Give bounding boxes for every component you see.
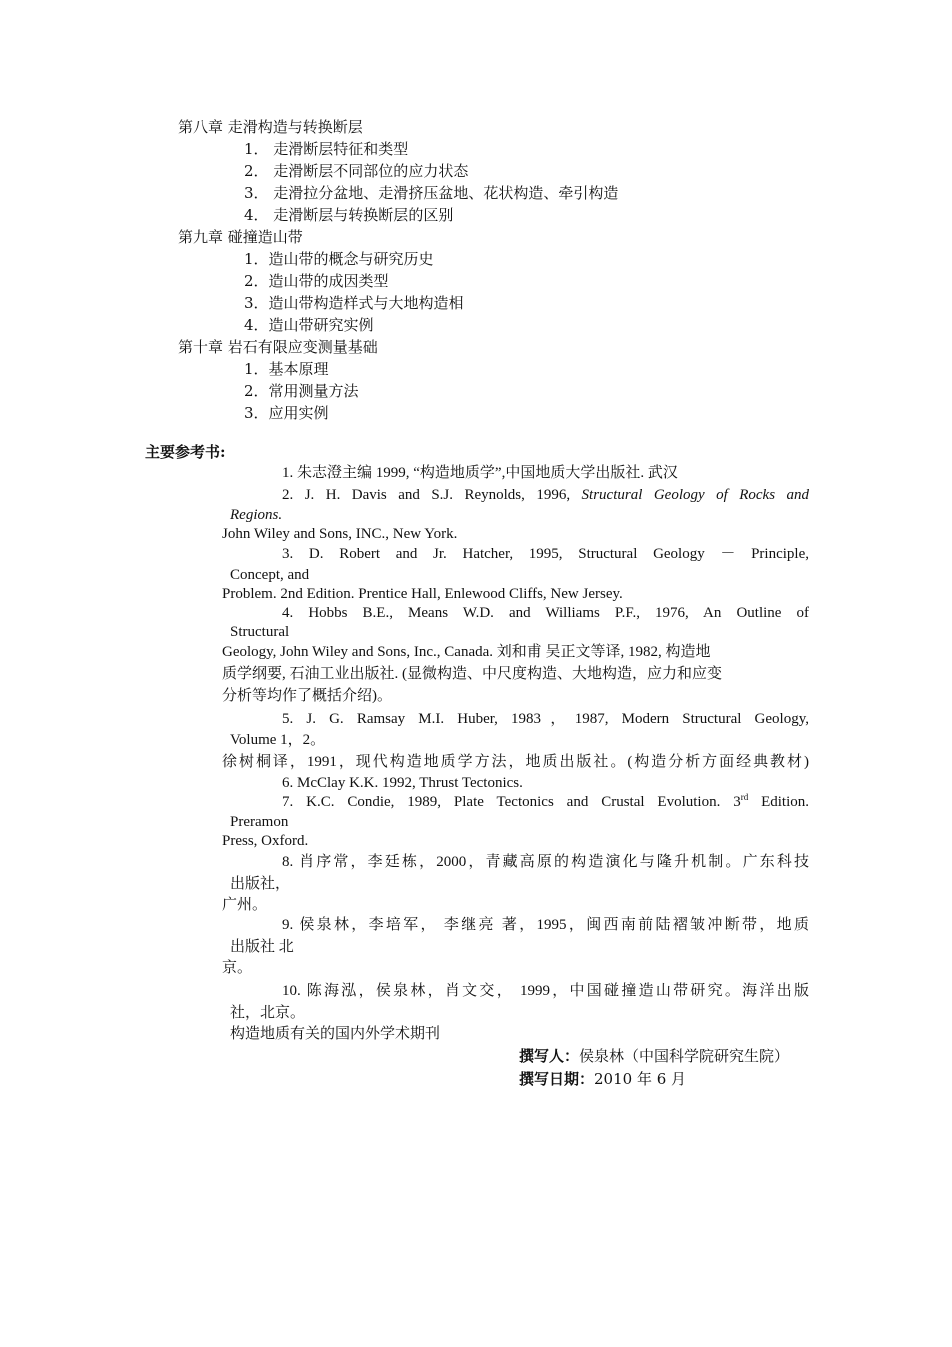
reference-line: 社，北京。: [230, 1005, 306, 1021]
reference-line: 出版社 北: [230, 939, 294, 955]
outline-item: 1．造山带的概念与研究历史: [244, 250, 434, 268]
date-line: 撰写日期：2010 年 6 月: [519, 1070, 687, 1088]
chapter-heading: 第十章 岩石有限应变测量基础: [178, 338, 378, 356]
chapter-heading: 第八章 走滑构造与转换断层: [178, 118, 363, 136]
reference-line: 出版社，: [230, 876, 291, 892]
outline-item: 2．造山带的成因类型: [244, 272, 389, 290]
reference-line: 京。: [222, 960, 253, 976]
outline-item: 3．应用实例: [244, 404, 329, 422]
reference-line: 2. J. H. Davis and S.J. Reynolds, 1996, Structural Geology of Rocks and: [282, 487, 809, 503]
outline-item: 1． 走滑断层特征和类型: [244, 140, 409, 158]
reference-line: 8. 肖序常，李廷栋，2000，青藏高原的构造演化与隆升机制。广东科技: [282, 854, 809, 870]
chapter-heading: 第九章 碰撞造山带: [178, 228, 303, 246]
reference-line: 1. 朱志澄主编 1999, “构造地质学”,中国地质大学出版社. 武汉: [282, 465, 678, 481]
reference-line: 广州。: [222, 897, 268, 913]
reference-line: 3. D. Robert and Jr. Hatcher, 1995, Structural Geology － Principle,: [282, 546, 809, 562]
reference-line: 质学纲要, 石油工业出版社. (显微构造、中尺度构造、大地构造，应力和应变: [222, 666, 722, 682]
reference-line: Volume 1，2。: [230, 732, 326, 748]
reference-line: John Wiley and Sons, INC., New York.: [222, 526, 458, 542]
outline-item: 4．造山带研究实例: [244, 316, 374, 334]
outline-item: 4． 走滑断层与转换断层的区别: [244, 206, 454, 224]
reference-line: 10. 陈海泓，侯泉林，肖文交， 1999，中国碰撞造山带研究。海洋出版: [282, 983, 809, 999]
reference-line: Concept, and: [230, 567, 310, 583]
outline-item: 1．基本原理: [244, 360, 329, 378]
reference-line: 9. 侯泉林，李培军， 李继亮 著，1995，闽西南前陆褶皱冲断带，地质: [282, 917, 809, 933]
reference-line: Problem. 2nd Edition. Prentice Hall, Enlewood Cliffs, New Jersey.: [222, 586, 623, 602]
outline-item: 2．常用测量方法: [244, 382, 359, 400]
reference-line: 徐树桐译，1991，现代构造地质学方法，地质出版社。(构造分析方面经典教材): [222, 754, 809, 770]
reference-line: 5. J. G. Ramsay M.I. Huber, 1983，1987, Modern Structural Geology,: [282, 711, 809, 727]
reference-line: 4. Hobbs B.E., Means W.D. and Williams P.F., 1976, An Outline of: [282, 605, 809, 621]
reference-line: Regions.: [230, 507, 283, 523]
references-heading: 主要参考书:: [145, 443, 226, 461]
reference-line: 7. K.C. Condie, 1989, Plate Tectonics and Crustal Evolution. 3rd Edition.: [282, 792, 810, 810]
reference-line: Preramon: [230, 814, 289, 830]
reference-line: Press, Oxford.: [222, 833, 309, 849]
reference-line: 6. McClay K.K. 1992, Thrust Tectonics.: [282, 775, 523, 791]
outline-item: 3． 走滑拉分盆地、走滑挤压盆地、花状构造、牵引构造: [244, 184, 619, 202]
author-line: 撰写人：侯泉林（中国科学院研究生院）: [519, 1047, 790, 1065]
reference-line: 分析等均作了概括介绍)。: [222, 688, 392, 704]
journals-note: 构造地质有关的国内外学术期刊: [230, 1026, 441, 1042]
reference-line: Structural: [230, 624, 290, 640]
outline-item: 2． 走滑断层不同部位的应力状态: [244, 162, 469, 180]
outline-item: 3．造山带构造样式与大地构造相: [244, 294, 464, 312]
reference-line: Geology, John Wiley and Sons, Inc., Canada. 刘和甫 吴正文等译, 1982, 构造地: [222, 644, 711, 660]
